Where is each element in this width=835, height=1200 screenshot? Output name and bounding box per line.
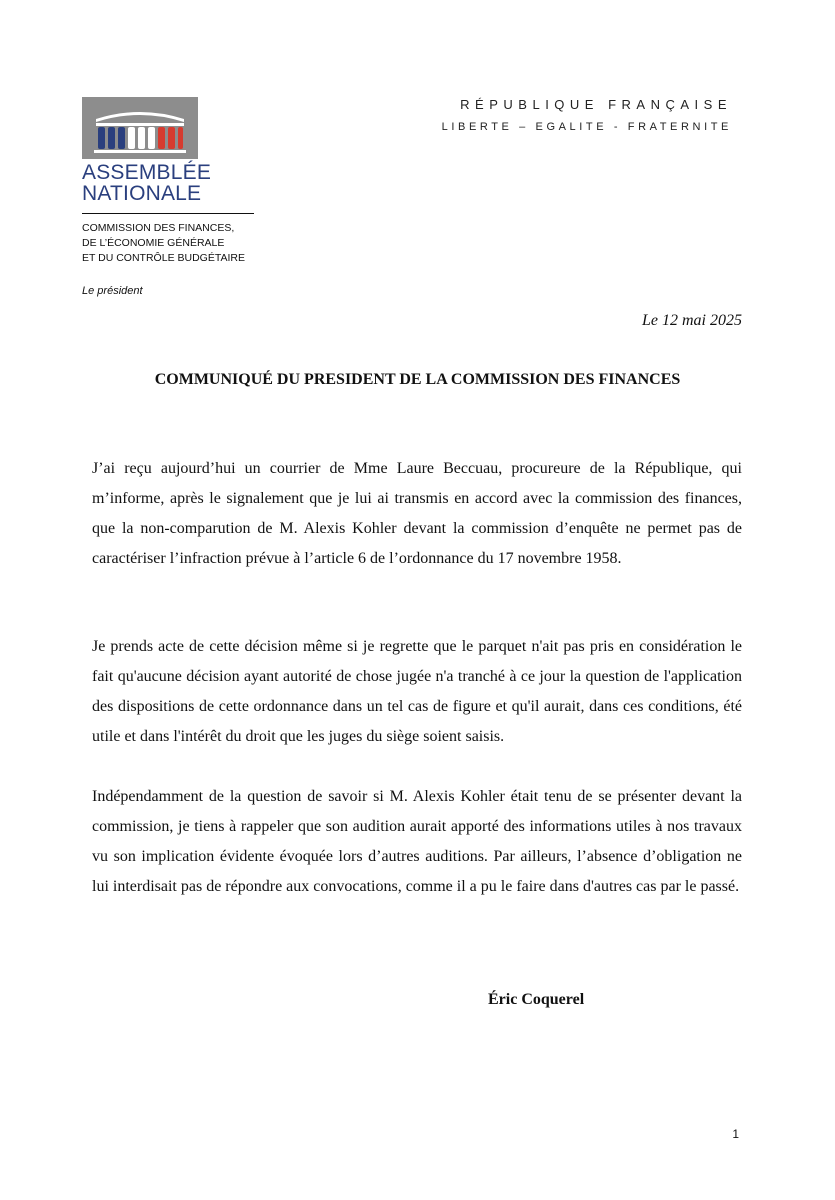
- document-date: Le 12 mai 2025: [642, 312, 742, 329]
- page-number: 1: [732, 1127, 739, 1141]
- signature-name: Éric Coquerel: [488, 991, 585, 1008]
- document-title: COMMUNIQUÉ DU PRESIDENT DE LA COMMISSION DES FINANCES: [154, 371, 681, 388]
- commission-line: ET DU CONTRÔLE BUDGÉTAIRE: [82, 252, 245, 264]
- logo-text-nationale: NATIONALE: [82, 182, 202, 205]
- republic-heading: RÉPUBLIQUE FRANÇAISE: [460, 97, 732, 112]
- commission-line: COMMISSION DES FINANCES,: [82, 222, 235, 234]
- header-divider: [82, 213, 254, 214]
- commission-line: DE L’ÉCONOMIE GÉNÉRALE: [82, 237, 225, 249]
- body-paragraph: J’ai reçu aujourd’hui un courrier de Mme Laure Beccuau, procureure de la République, qui m’informe, après le signalement que je lui ai transmis en accord avec la commission des finances, que la non-comparution de M. Alexis Kohler devant la commission d’enquête ne permet pas de caractériser l’infraction prévue à l’article 6 de l’ordonnance du 17 novembre 1958.: [92, 460, 742, 567]
- body-paragraph: Je prends acte de cette décision même si je regrette que le parquet n'ait pas pris en considération le fait qu'aucune décision ayant autorité de chose jugée n'a tranché à ce jour la question de l'application des dispositions de cette ordonnance dans un tel cas de figure et qu'il aurait, dans ces conditions, été utile et dans l'intérêt du droit que les juges du siège soient saisis.: [92, 638, 742, 745]
- logo-text-assemblee: ASSEMBLÉE: [82, 161, 212, 184]
- commission-name: [82, 221, 342, 266]
- republic-motto: LIBERTE – EGALITE - FRATERNITE: [441, 121, 732, 133]
- assemblee-nationale-emblem: [82, 97, 198, 159]
- role-label: Le président: [82, 285, 143, 297]
- body-paragraph: Indépendamment de la question de savoir si M. Alexis Kohler était tenu de se présenter devant la commission, je tiens à rappeler que son audition aurait apporté des informations utiles à nos travaux vu son implication évidente évoquée lors d’autres auditions. Par ailleurs, l’absence d’obligation ne lui interdisait pas de répondre aux convocations, comme il a pu le faire dans d'autres cas par le passé.: [92, 788, 742, 895]
